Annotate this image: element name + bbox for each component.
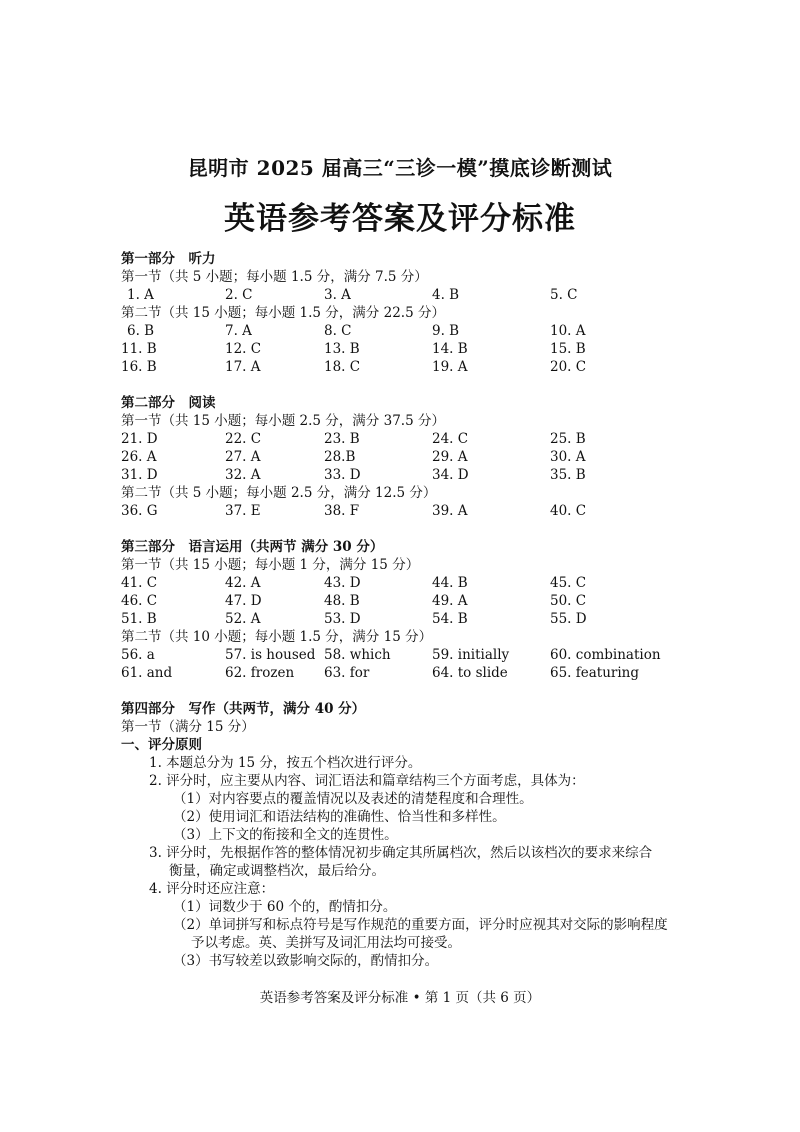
answer-row — [121, 430, 721, 448]
answer-cell: 33. D — [324, 467, 361, 483]
part3-section1-title: 第一节（共 15 小题；每小题 1 分，满分 15 分） — [121, 557, 420, 573]
document-subtitle: 英语参考答案及评分标准 — [224, 201, 576, 237]
answer-row — [121, 664, 721, 682]
answer-cell: 18. C — [324, 359, 361, 375]
answer-row — [121, 358, 721, 376]
answer-cell: 52. A — [225, 611, 261, 627]
answer-cell: 26. A — [121, 449, 157, 465]
answer-cell: 17. A — [225, 359, 261, 375]
content — [121, 250, 721, 970]
answer-cell: 53. D — [324, 611, 361, 627]
answer-cell: 38. F — [324, 503, 360, 519]
answer-cell: 6. B — [127, 323, 155, 339]
part3-section2-title: 第二节（共 10 小题；每小题 1.5 分，满分 15 分） — [121, 629, 433, 645]
answer-row — [121, 646, 721, 664]
answer-cell: 64. to slide — [432, 665, 508, 681]
answer-cell: 46. C — [121, 593, 158, 609]
answer-cell: 15. B — [550, 341, 586, 357]
answer-cell: 41. C — [121, 575, 158, 591]
answer-cell: 63. for — [324, 665, 370, 681]
part2-heading: 第二部分 阅读 — [121, 395, 216, 411]
answer-cell: 56. a — [121, 647, 155, 663]
answer-cell: 21. D — [121, 431, 158, 447]
answer-cell: 32. A — [225, 467, 261, 483]
answer-cell: 50. C — [550, 593, 587, 609]
answer-cell: 49. A — [432, 593, 468, 609]
answer-cell: 51. B — [121, 611, 157, 627]
principle-subitem: （1）词数少于 60 个的，酌情扣分。 — [173, 899, 397, 915]
answer-row — [121, 448, 721, 466]
scoring-principle-heading: 一、评分原则 — [121, 737, 202, 753]
answer-cell: 40. C — [550, 503, 587, 519]
answer-row — [121, 592, 721, 610]
answer-cell: 14. B — [432, 341, 468, 357]
principle-subitem: （2）使用词汇和语法结构的准确性、恰当性和多样性。 — [173, 809, 506, 825]
part1-section2-title: 第二节（共 15 小题；每小题 1.5 分，满分 22.5 分） — [121, 305, 445, 321]
answer-cell: 1. A — [127, 287, 154, 303]
answer-cell: 22. C — [225, 431, 262, 447]
principle-subitem: （1）对内容要点的覆盖情况以及表述的清楚程度和合理性。 — [173, 791, 533, 807]
answer-cell: 36. G — [121, 503, 158, 519]
answer-cell: 57. is housed — [225, 647, 316, 663]
principle-subitem: （2）单词拼写和标点符号是写作规范的重要方面，评分时应视其对交际的影响程度 — [173, 917, 668, 933]
answer-cell: 5. C — [550, 287, 578, 303]
answer-cell: 44. B — [432, 575, 468, 591]
answer-cell: 48. B — [324, 593, 360, 609]
part1-section1-title: 第一节（共 5 小题；每小题 1.5 分，满分 7.5 分） — [121, 269, 428, 285]
answer-cell: 43. D — [324, 575, 361, 591]
answer-cell: 4. B — [432, 287, 460, 303]
principle-subitem-continued: 予以考虑。英、美拼写及词汇用法均可接受。 — [191, 935, 461, 951]
answer-cell: 39. A — [432, 503, 468, 519]
answer-cell: 19. A — [432, 359, 468, 375]
answer-cell: 54. B — [432, 611, 468, 627]
answer-cell: 59. initially — [432, 647, 510, 663]
answer-cell: 60. combination — [550, 647, 661, 663]
answer-row — [121, 322, 721, 340]
answer-cell: 20. C — [550, 359, 587, 375]
principle-item-continued: 衡量，确定或调整档次，最后给分。 — [169, 863, 385, 879]
answer-cell: 25. B — [550, 431, 586, 447]
answer-cell: 10. A — [550, 323, 586, 339]
part2-section1-title: 第一节（共 15 小题；每小题 2.5 分，满分 37.5 分） — [121, 413, 445, 429]
part4-heading: 第四部分 写作（共两节，满分 40 分） — [121, 701, 366, 717]
exam-title: 昆明市 2025 届高三“三诊一模”摸底诊断测试 — [187, 156, 613, 180]
answer-cell: 8. C — [324, 323, 352, 339]
answer-cell: 9. B — [432, 323, 460, 339]
answer-cell: 42. A — [225, 575, 261, 591]
answer-cell: 45. C — [550, 575, 587, 591]
part1-heading: 第一部分 听力 — [121, 251, 216, 267]
answer-cell: 2. C — [225, 287, 253, 303]
answer-cell: 31. D — [121, 467, 158, 483]
principle-subitem: （3）书写较差以致影响交际的，酌情扣分。 — [173, 953, 439, 969]
answer-cell: 47. D — [225, 593, 262, 609]
answer-cell: 37. E — [225, 503, 261, 519]
answer-row — [121, 574, 721, 592]
principle-item: 2. 评分时，应主要从内容、词汇语法和篇章结构三个方面考虑，具体为： — [149, 773, 585, 789]
answer-cell: 30. A — [550, 449, 586, 465]
answer-cell: 29. A — [432, 449, 468, 465]
answer-cell: 28.B — [324, 449, 356, 465]
part3-heading: 第三部分 语言运用（共两节 满分 30 分） — [121, 539, 384, 555]
answer-cell: 35. B — [550, 467, 586, 483]
answer-cell: 61. and — [121, 665, 173, 681]
principle-subitem: （3）上下文的衔接和全文的连贯性。 — [173, 827, 398, 843]
answer-cell: 34. D — [432, 467, 469, 483]
answer-row — [121, 340, 721, 358]
answer-row — [121, 502, 721, 520]
answer-cell: 13. B — [324, 341, 360, 357]
answer-cell: 65. featuring — [550, 665, 640, 681]
answer-cell: 3. A — [324, 287, 351, 303]
page-footer: 英语参考答案及评分标准 • 第 1 页（共 6 页） — [259, 990, 541, 1006]
part2-section2-title: 第二节（共 5 小题；每小题 2.5 分，满分 12.5 分） — [121, 485, 437, 501]
principle-item: 1. 本题总分为 15 分，按五个档次进行评分。 — [149, 755, 422, 771]
answer-cell: 62. frozen — [225, 665, 295, 681]
answer-cell: 16. B — [121, 359, 157, 375]
answer-cell: 58. which — [324, 647, 391, 663]
answer-row — [121, 466, 721, 484]
principle-item: 4. 评分时还应注意： — [149, 881, 275, 897]
answer-cell: 7. A — [225, 323, 252, 339]
answer-cell: 11. B — [121, 341, 157, 357]
answer-cell: 24. C — [432, 431, 469, 447]
answer-row — [121, 286, 721, 304]
answer-cell: 12. C — [225, 341, 262, 357]
part4-section1-title: 第一节（满分 15 分） — [121, 719, 255, 735]
answer-cell: 27. A — [225, 449, 261, 465]
answer-cell: 55. D — [550, 611, 587, 627]
answer-cell: 23. B — [324, 431, 360, 447]
principle-item: 3. 评分时，先根据作答的整体情况初步确定其所属档次，然后以该档次的要求来综合 — [149, 845, 653, 861]
answer-row — [121, 610, 721, 628]
